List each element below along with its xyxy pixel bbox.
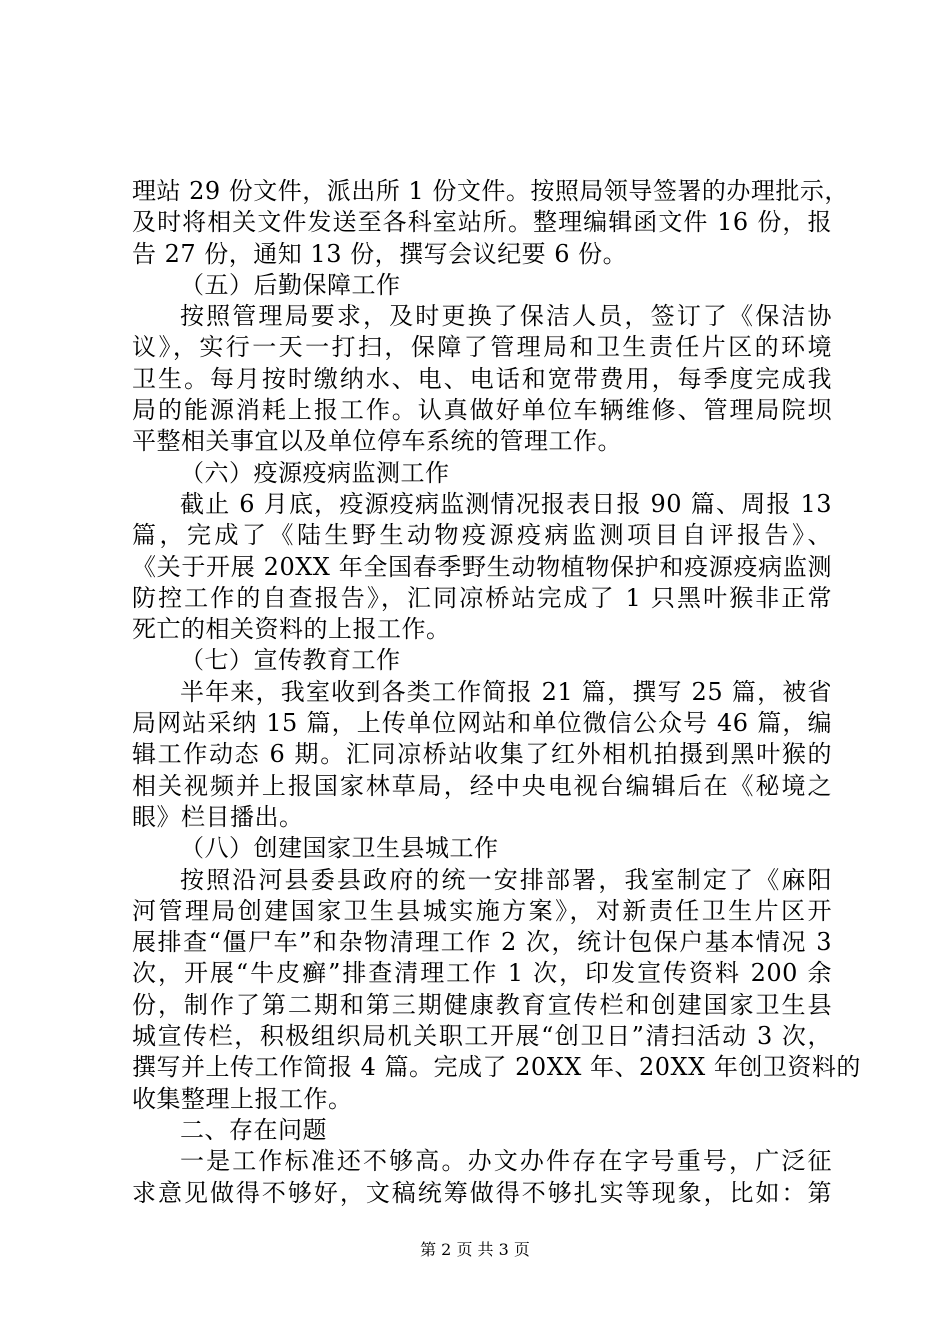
text-line: 河管理局创建国家卫生县城实施方案》，对新责任卫生片区开 bbox=[132, 896, 832, 925]
text-line: 辑工作动态 6 期。汇同凉桥站收集了红外相机拍摄到黑叶猴的 bbox=[132, 740, 832, 769]
text-line: 《关于开展 20XX 年全国春季野生动物植物保护和疫源疫病监测 bbox=[132, 552, 832, 581]
text-line: 局的能源消耗上报工作。认真做好单位车辆维修、管理局院坝 bbox=[132, 396, 832, 425]
text-line: 按照管理局要求，及时更换了保洁人员，签订了《保洁协 bbox=[180, 302, 832, 331]
text-line: 相关视频并上报国家林草局，经中央电视台编辑后在《秘境之 bbox=[132, 771, 832, 800]
section-heading: 二、存在问题 bbox=[180, 1115, 327, 1144]
text-line: 篇，完成了《陆生野生动物疫源疫病监测项目自评报告》、 bbox=[132, 521, 832, 550]
text-line: 一是工作标准还不够高。办文办件存在字号重号，广泛征 bbox=[180, 1147, 832, 1176]
text-line: 卫生。每月按时缴纳水、电、电话和宽带费用，每季度完成我 bbox=[132, 364, 832, 393]
text-line: 按照沿河县委县政府的统一安排部署，我室制定了《麻阳 bbox=[180, 865, 832, 894]
text-line: 城宣传栏，积极组织局机关职工开展“创卫日”清扫活动 3 次， bbox=[132, 1022, 832, 1051]
document-body bbox=[132, 176, 861, 1209]
text-line: 截止 6 月底，疫源疫病监测情况报表日报 90 篇、周报 13 bbox=[180, 489, 832, 518]
text-line: 防控工作的自查报告》，汇同凉桥站完成了 1 只黑叶猴非正常 bbox=[132, 583, 832, 612]
text-line: 份，制作了第二期和第三期健康教育宣传栏和创建国家卫生县 bbox=[132, 990, 832, 1019]
text-line: 平整相关事宜以及单位停车系统的管理工作。 bbox=[132, 427, 622, 456]
page-number-footer: 第 2 页 共 3 页 bbox=[420, 1240, 530, 1259]
text-line: 撰写并上传工作简报 4 篇。完成了 20XX 年、20XX 年创卫资料的 bbox=[132, 1053, 861, 1082]
text-line: 收集整理上报工作。 bbox=[132, 1084, 353, 1113]
text-line: 死亡的相关资料的上报工作。 bbox=[132, 615, 451, 644]
text-line: 及时将相关文件发送至各科室站所。整理编辑函文件 16 份，报 bbox=[132, 208, 832, 237]
text-line: 告 27 份，通知 13 份，撰写会议纪要 6 份。 bbox=[132, 239, 628, 268]
text-line: 半年来，我室收到各类工作简报 21 篇，撰写 25 篇，被省 bbox=[180, 677, 832, 706]
section-heading: （六）疫源疫病监测工作 bbox=[180, 458, 450, 487]
text-line: 求意见做得不够好，文稿统筹做得不够扎实等现象，比如：第 bbox=[132, 1178, 832, 1207]
section-heading: （八）创建国家卫生县城工作 bbox=[180, 834, 499, 863]
text-line: 眼》栏目播出。 bbox=[132, 802, 304, 831]
text-line: 局网站采纳 15 篇，上传单位网站和单位微信公众号 46 篇，编 bbox=[132, 709, 832, 738]
section-heading: （七）宣传教育工作 bbox=[180, 646, 401, 675]
text-line: 理站 29 份文件，派出所 1 份文件。按照局领导签署的办理批示， bbox=[132, 177, 849, 205]
section-heading: （五）后勤保障工作 bbox=[180, 270, 401, 299]
text-line: 议》，实行一天一打扫，保障了管理局和卫生责任片区的环境 bbox=[132, 333, 832, 362]
text-line: 展排查“僵尸车”和杂物清理工作 2 次，统计包保户基本情况 3 bbox=[132, 928, 832, 957]
text-line: 次，开展“牛皮癣”排查清理工作 1 次，印发宣传资料 200 余 bbox=[132, 959, 832, 988]
